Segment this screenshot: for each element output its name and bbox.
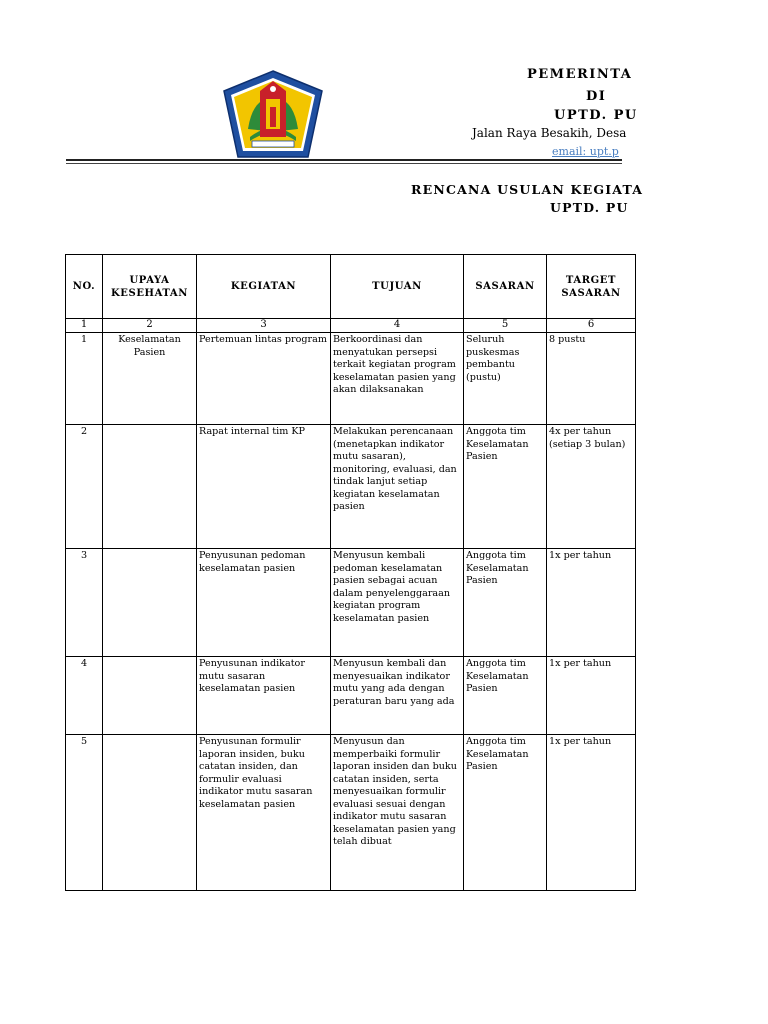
column-number: 1: [66, 319, 103, 333]
cell-upaya: Keselamatan Pasien: [103, 333, 197, 425]
cell-target: 1x per tahun: [547, 549, 636, 657]
column-number: 5: [464, 319, 547, 333]
header-tujuan: TUJUAN: [331, 255, 464, 319]
table-header-row: [66, 255, 636, 319]
header-line-1: PEMERINTA: [527, 67, 633, 82]
table-row: [66, 333, 636, 425]
cell-kegiatan: Pertemuan lintas program: [197, 333, 331, 425]
cell-sasaran: Anggota tim Keselamatan Pasien: [464, 549, 547, 657]
cell-tujuan: Menyusun kembali pedoman keselamatan pasien sebagai acuan dalam penyelenggaraan kegiatan program keselamatan pasien: [331, 549, 464, 657]
cell-kegiatan: Penyusunan formulir laporan insiden, buku catatan insiden, dan formulir evaluasi indikator mutu sasaran keselamatan pasien: [197, 735, 331, 891]
cell-no: 1: [66, 333, 103, 425]
cell-upaya: [103, 735, 197, 891]
header-kegiatan: KEGIATAN: [197, 255, 331, 319]
column-number-row: [66, 319, 636, 333]
cell-upaya: [103, 425, 197, 549]
column-number: 6: [547, 319, 636, 333]
header-sasaran: SASARAN: [464, 255, 547, 319]
cell-no: 4: [66, 657, 103, 735]
document-title-line-1: RENCANA USULAN KEGIATA: [411, 182, 644, 197]
table-row: [66, 549, 636, 657]
activity-plan-table: [65, 254, 636, 891]
cell-tujuan: Berkoordinasi dan menyatukan persepsi terkait kegiatan program keselamatan pasien yang akan dilaksanakan: [331, 333, 464, 425]
cell-target: 1x per tahun: [547, 657, 636, 735]
header-no: NO.: [66, 255, 103, 319]
cell-target: 4x per tahun (setiap 3 bulan): [547, 425, 636, 549]
table-row: [66, 735, 636, 891]
cell-kegiatan: Rapat internal tim KP: [197, 425, 331, 549]
header-divider-thin: [66, 163, 622, 164]
table-row: [66, 425, 636, 549]
cell-sasaran: Seluruh puskesmas pembantu (pustu): [464, 333, 547, 425]
table-row: [66, 657, 636, 735]
header-line-3: UPTD. PU: [554, 108, 638, 123]
cell-kegiatan: Penyusunan pedoman keselamatan pasien: [197, 549, 331, 657]
header-divider-thick: [66, 159, 622, 161]
cell-tujuan: Menyusun kembali dan menyesuaikan indikator mutu yang ada dengan peraturan baru yang ada: [331, 657, 464, 735]
column-number: 4: [331, 319, 464, 333]
cell-sasaran: Anggota tim Keselamatan Pasien: [464, 735, 547, 891]
cell-no: 2: [66, 425, 103, 549]
cell-no: 3: [66, 549, 103, 657]
header-email-link[interactable]: email: upt.p: [552, 145, 619, 158]
cell-no: 5: [66, 735, 103, 891]
cell-sasaran: Anggota tim Keselamatan Pasien: [464, 425, 547, 549]
header-target-sasaran: TARGET SASARAN: [547, 255, 636, 319]
regency-emblem-icon: [222, 69, 324, 159]
document-title-line-2: UPTD. PU: [550, 200, 629, 215]
cell-target: 1x per tahun: [547, 735, 636, 891]
cell-kegiatan: Penyusunan indikator mutu sasaran keselamatan pasien: [197, 657, 331, 735]
header-line-2: DI: [586, 89, 607, 104]
header-address: Jalan Raya Besakih, Desa: [472, 126, 627, 140]
cell-target: 8 pustu: [547, 333, 636, 425]
cell-tujuan: Melakukan perencanaan (menetapkan indikator mutu sasaran), monitoring, evaluasi, dan tindak lanjut setiap kegiatan keselamatan pasien: [331, 425, 464, 549]
column-number: 3: [197, 319, 331, 333]
cell-upaya: [103, 657, 197, 735]
header-upaya-kesehatan: UPAYA KESEHATAN: [103, 255, 197, 319]
cell-tujuan: Menyusun dan memperbaiki formulir laporan insiden dan buku catatan insiden, serta menyesuaikan formulir evaluasi sesuai dengan indikator mutu sasaran keselamatan pasien yang telah dibuat: [331, 735, 464, 891]
cell-sasaran: Anggota tim Keselamatan Pasien: [464, 657, 547, 735]
column-number: 2: [103, 319, 197, 333]
cell-upaya: [103, 549, 197, 657]
